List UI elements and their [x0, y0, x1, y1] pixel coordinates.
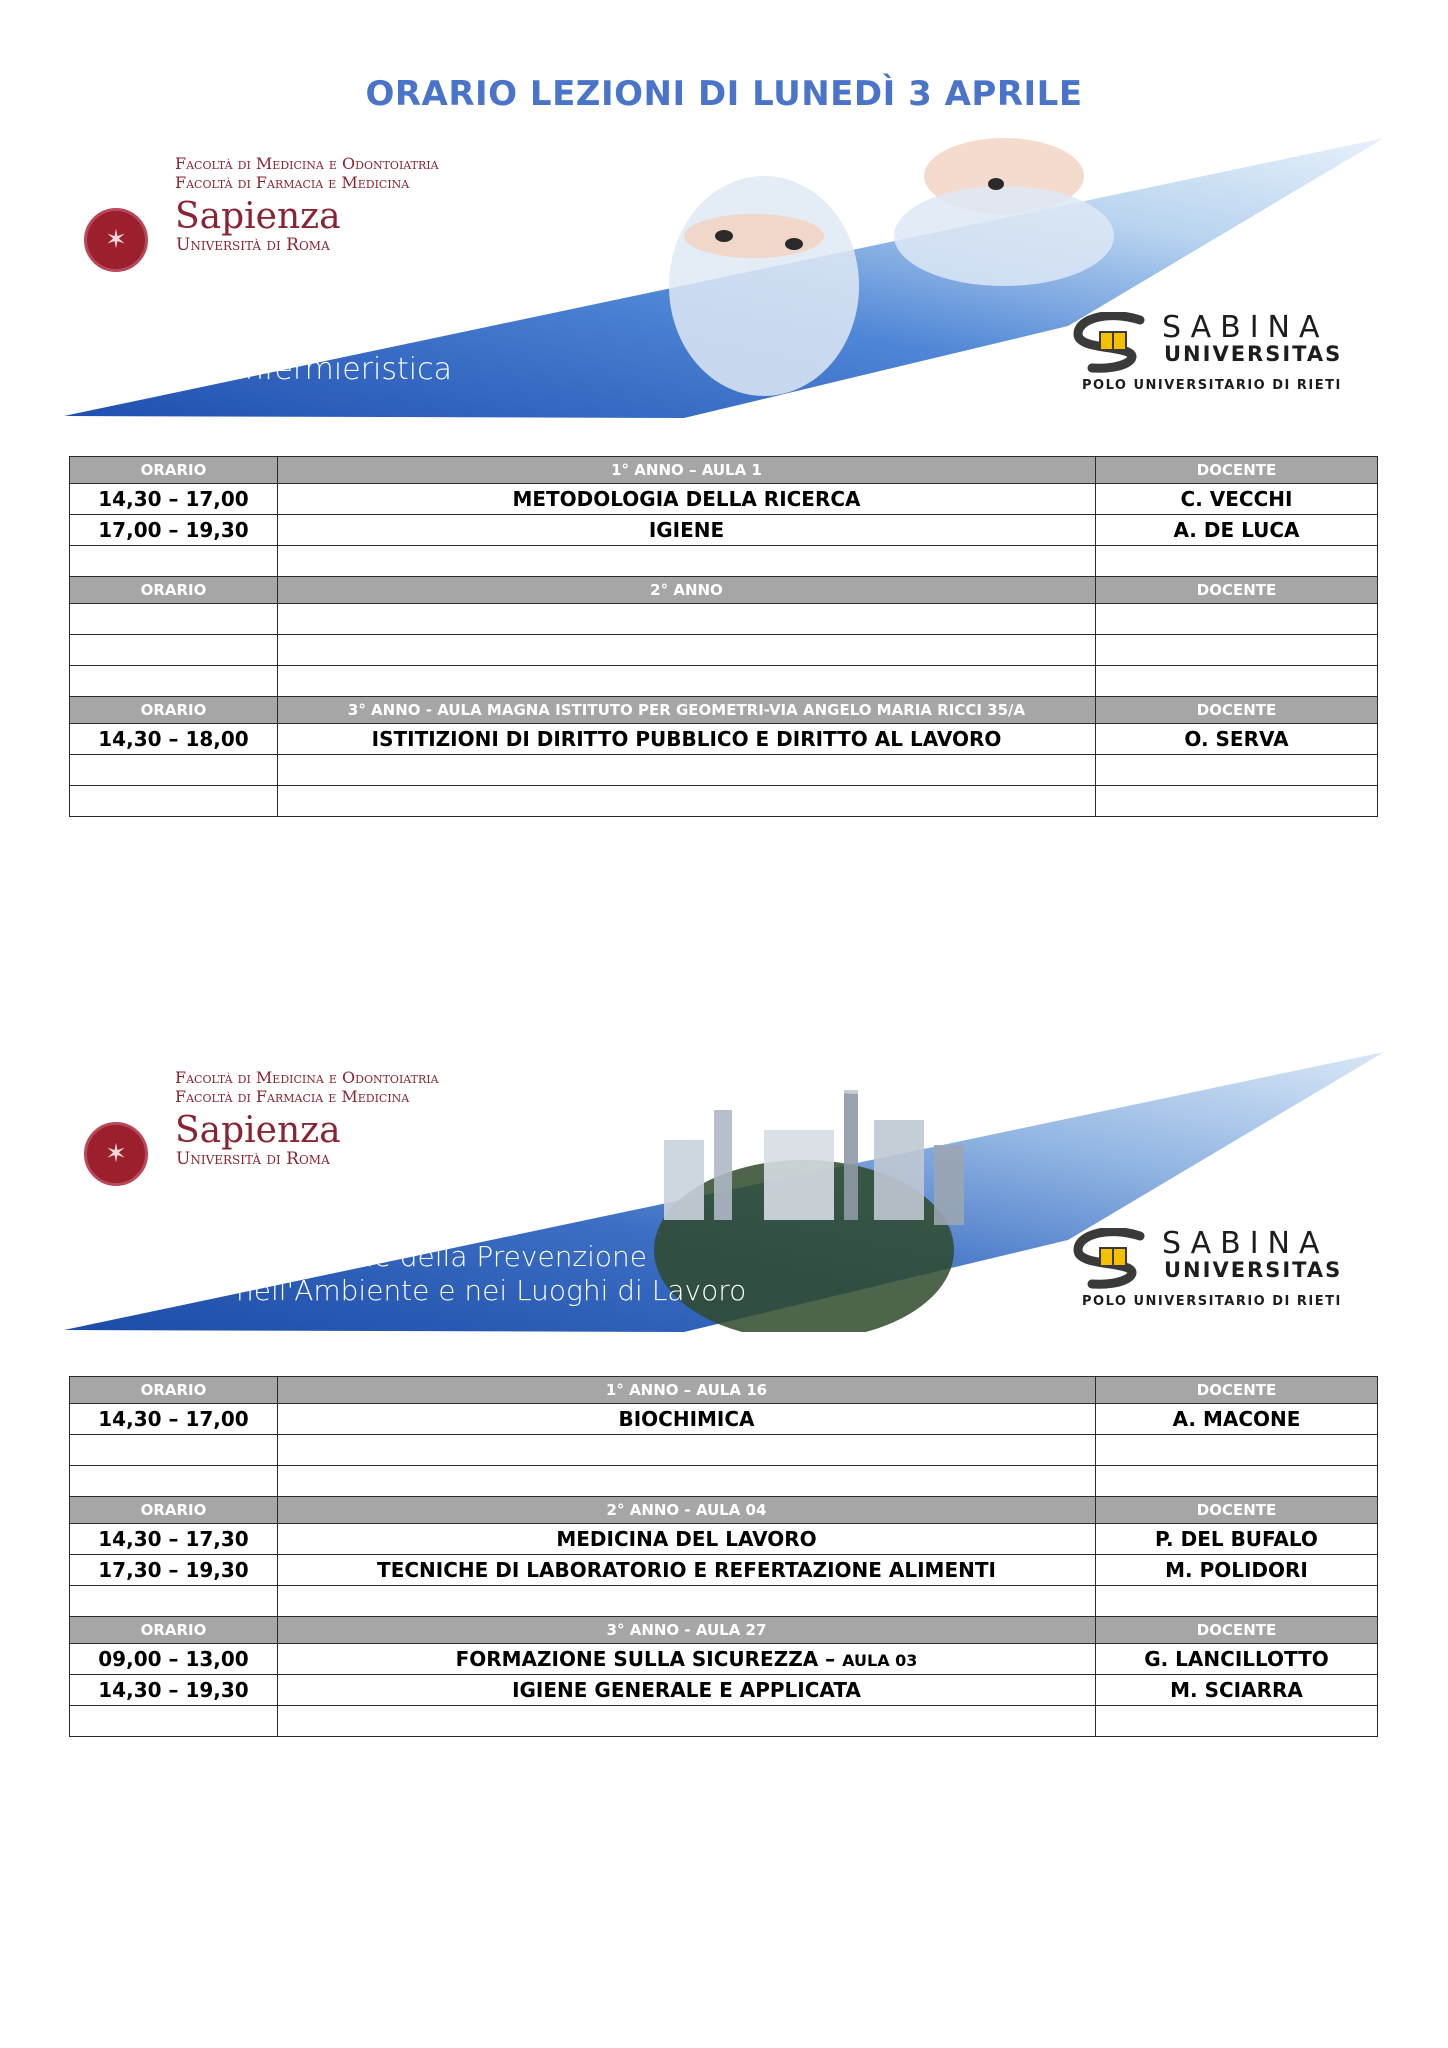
page-title: ORARIO LEZIONI DI LUNEDÌ 3 APRILE — [365, 74, 1083, 114]
header-cell: DOCENTE — [1096, 577, 1378, 604]
table-row — [70, 1435, 1378, 1466]
header-cell: ORARIO — [70, 577, 278, 604]
time-cell: 09,00 – 13,00 — [70, 1644, 278, 1675]
header-cell: 2° ANNO - AULA 04 — [278, 1497, 1096, 1524]
subject-text: FORMAZIONE SULLA SICUREZZA – — [455, 1647, 843, 1671]
header-cell: DOCENTE — [1096, 1497, 1378, 1524]
sapienza-seal-icon: ✶ — [84, 1122, 148, 1186]
polo-text: POLO UNIVERSITARIO DI RIETI — [1082, 378, 1342, 393]
teacher-cell: P. DEL BUFALO — [1096, 1524, 1378, 1555]
time-cell — [70, 604, 278, 635]
table-row — [70, 1706, 1378, 1737]
teacher-cell: O. SERVA — [1096, 724, 1378, 755]
time-cell: 14,30 – 17,00 — [70, 484, 278, 515]
table-row — [70, 755, 1378, 786]
table-row — [70, 1555, 1378, 1586]
subject-cell — [278, 1644, 1096, 1675]
teacher-cell — [1096, 666, 1378, 697]
time-cell: 14,30 – 17,00 — [70, 1404, 278, 1435]
table-row — [70, 1586, 1378, 1617]
header-cell: 1° ANNO – AULA 1 — [278, 457, 1096, 484]
universitas-word: UNIVERSITAS — [1164, 342, 1343, 366]
table-header-row — [70, 1617, 1378, 1644]
teacher-cell — [1096, 1435, 1378, 1466]
teacher-cell: G. LANCILLOTTO — [1096, 1644, 1378, 1675]
subject-cell: ISTITIZIONI DI DIRITTO PUBBLICO E DIRITTO AL LAVORO — [278, 724, 1096, 755]
subject-cell: IGIENE — [278, 515, 1096, 546]
table-row — [70, 604, 1378, 635]
banner-tecniche-prevenzione — [64, 1050, 1394, 1332]
header-cell: 3° ANNO - AULA MAGNA ISTITUTO PER GEOMETRI-VIA ANGELO MARIA RICCI 35/A — [278, 697, 1096, 724]
header-cell: 1° ANNO – AULA 16 — [278, 1377, 1096, 1404]
time-cell: 14,30 – 17,30 — [70, 1524, 278, 1555]
university-name: Sapienza — [175, 1110, 341, 1151]
sabina-universitas-logo — [1070, 1228, 1370, 1318]
table-header-row — [70, 457, 1378, 484]
time-cell: 17,00 – 19,30 — [70, 515, 278, 546]
table-row — [70, 1466, 1378, 1497]
teacher-cell: A. MACONE — [1096, 1404, 1378, 1435]
time-cell: 14,30 – 19,30 — [70, 1675, 278, 1706]
subject-cell — [278, 1706, 1096, 1737]
subject-cell — [278, 1586, 1096, 1617]
subject-cell: BIOCHIMICA — [278, 1404, 1096, 1435]
subject-cell — [278, 604, 1096, 635]
header-cell: ORARIO — [70, 697, 278, 724]
table-header-row — [70, 577, 1378, 604]
subject-cell — [278, 1466, 1096, 1497]
table-header-row — [70, 697, 1378, 724]
subject-cell: TECNICHE DI LABORATORIO E REFERTAZIONE ALIMENTI — [278, 1555, 1096, 1586]
time-cell — [70, 546, 278, 577]
teacher-cell — [1096, 604, 1378, 635]
time-cell — [70, 1466, 278, 1497]
table-row — [70, 546, 1378, 577]
table-row — [70, 1404, 1378, 1435]
teacher-cell: A. DE LUCA — [1096, 515, 1378, 546]
table-row — [70, 1675, 1378, 1706]
faculty-line: Facoltà di Farmacia e Medicina — [175, 1087, 410, 1106]
header-cell: ORARIO — [70, 1377, 278, 1404]
faculty-line: Facoltà di Medicina e Odontoiatria — [175, 154, 439, 173]
banner-infermieristica — [64, 136, 1394, 418]
teacher-cell — [1096, 786, 1378, 817]
teacher-cell: M. SCIARRA — [1096, 1675, 1378, 1706]
header-cell: DOCENTE — [1096, 1617, 1378, 1644]
universitas-word: UNIVERSITAS — [1164, 1258, 1343, 1282]
sabina-universitas-logo — [1070, 312, 1370, 402]
table-row — [70, 484, 1378, 515]
time-cell — [70, 1706, 278, 1737]
sabina-logo-icon — [1070, 312, 1152, 374]
teacher-cell — [1096, 755, 1378, 786]
subject-cell — [278, 635, 1096, 666]
faculty-line: Facoltà di Farmacia e Medicina — [175, 173, 410, 192]
time-cell — [70, 635, 278, 666]
header-cell: ORARIO — [70, 1617, 278, 1644]
teacher-cell — [1096, 546, 1378, 577]
subject-cell — [278, 666, 1096, 697]
course-name: Infermieristica — [236, 352, 452, 387]
header-cell: ORARIO — [70, 1497, 278, 1524]
table-header-row — [70, 1497, 1378, 1524]
time-cell — [70, 786, 278, 817]
course-name: Tecniche della Prevenzione nell'Ambiente e nei Luoghi di Lavoro — [236, 1240, 747, 1307]
teacher-cell — [1096, 1706, 1378, 1737]
header-cell: 2° ANNO — [278, 577, 1096, 604]
teacher-cell — [1096, 1586, 1378, 1617]
table-row — [70, 635, 1378, 666]
aula-note: AULA 03 — [842, 1651, 918, 1670]
schedule-table-infermieristica — [69, 456, 1378, 817]
subject-cell: MEDICINA DEL LAVORO — [278, 1524, 1096, 1555]
sapienza-seal-icon: ✶ — [84, 208, 148, 272]
time-cell — [70, 666, 278, 697]
time-cell: 17,30 – 19,30 — [70, 1555, 278, 1586]
subject-cell — [278, 546, 1096, 577]
faculty-line: Facoltà di Medicina e Odontoiatria — [175, 1068, 439, 1087]
header-cell: DOCENTE — [1096, 1377, 1378, 1404]
header-cell: 3° ANNO - AULA 27 — [278, 1617, 1096, 1644]
subject-cell — [278, 786, 1096, 817]
table-row — [70, 1524, 1378, 1555]
table-row — [70, 1644, 1378, 1675]
sabina-logo-icon — [1070, 1228, 1152, 1290]
teacher-cell: M. POLIDORI — [1096, 1555, 1378, 1586]
polo-text: POLO UNIVERSITARIO DI RIETI — [1082, 1294, 1342, 1309]
university-sub: Università di Roma — [176, 1149, 330, 1169]
university-sub: Università di Roma — [176, 235, 330, 255]
header-cell: DOCENTE — [1096, 697, 1378, 724]
time-cell: 14,30 – 18,00 — [70, 724, 278, 755]
schedule-table-tecniche-prevenzione — [69, 1376, 1378, 1737]
table-row — [70, 724, 1378, 755]
sabina-word: SABINA — [1162, 310, 1329, 345]
subject-cell: METODOLOGIA DELLA RICERCA — [278, 484, 1096, 515]
surgeon-mask-left — [669, 176, 859, 396]
teacher-cell — [1096, 635, 1378, 666]
time-cell — [70, 755, 278, 786]
time-cell — [70, 1435, 278, 1466]
header-cell: ORARIO — [70, 457, 278, 484]
table-header-row — [70, 1377, 1378, 1404]
table-row — [70, 666, 1378, 697]
teacher-cell — [1096, 1466, 1378, 1497]
university-name: Sapienza — [175, 196, 341, 237]
subject-cell — [278, 1435, 1096, 1466]
table-row — [70, 515, 1378, 546]
time-cell — [70, 1586, 278, 1617]
subject-cell: IGIENE GENERALE E APPLICATA — [278, 1675, 1096, 1706]
table-row — [70, 786, 1378, 817]
teacher-cell: C. VECCHI — [1096, 484, 1378, 515]
sapienza-brand — [84, 1068, 439, 1168]
subject-cell — [278, 755, 1096, 786]
header-cell: DOCENTE — [1096, 457, 1378, 484]
sapienza-brand — [84, 154, 439, 254]
sabina-word: SABINA — [1162, 1226, 1329, 1261]
